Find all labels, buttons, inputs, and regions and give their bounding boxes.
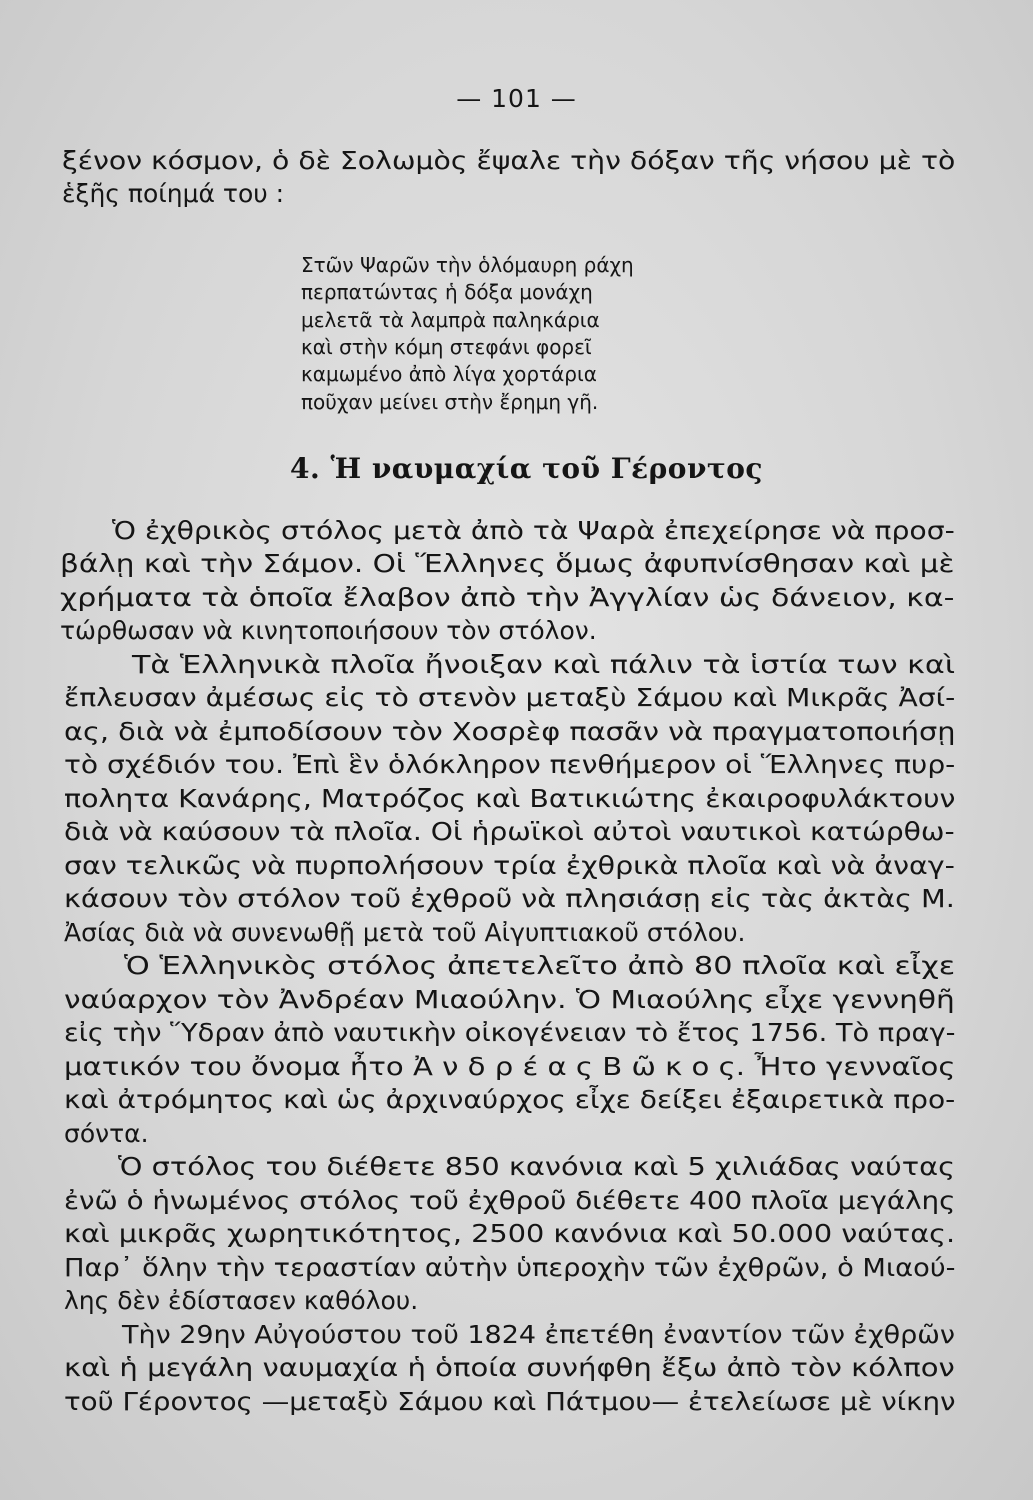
text-line: πολητα Κανάρης, Ματρόζος καὶ Βατικιώτης ἐκαιροφυλάκτουν [64, 784, 956, 813]
text-line: ἐνῶ ὁ ἡνωμένος στόλος τοῦ ἐχθροῦ διέθετε 400 πλοῖα μεγάλης [64, 1186, 956, 1215]
poem-line: περπατώντας ἡ δόξα μονάχη [301, 280, 593, 304]
text-line: Ὁ στόλος του διέθετε 850 κανόνια καὶ 5 χιλιάδας ναύτας [118, 1152, 956, 1181]
text-line: κάσουν τὸν στόλον τοῦ ἐχθροῦ νὰ πλησιάσῃ εἰς τὰς ἀκτὰς Μ. [64, 884, 955, 913]
poem-line: ποῦχαν μείνει στὴν ἔρημη γῆ. [301, 390, 599, 414]
text-line: Ὁ Ἑλληνικὸς στόλος ἀπετελεῖτο ἀπὸ 80 πλοῖα καὶ εἶχε [124, 951, 956, 980]
text-line: λης δὲν ἐδίστασεν καθόλου. [64, 1286, 419, 1315]
text-line: διὰ νὰ καύσουν τὰ πλοῖα. Οἱ ἡρωϊκοὶ αὐτοὶ ναυτικοὶ κατώρθω- [64, 817, 955, 846]
text-line: ἑξῆς ποίημά του : [62, 179, 285, 208]
text-line: Τὰ Ἑλληνικὰ πλοῖα ἤνοιξαν καὶ πάλιν τὰ ἱστία των καὶ [132, 650, 956, 679]
text-line: Παρ᾽ ὅλην τὴν τεραστίαν αὐτὴν ὑπεροχὴν τῶν ἐχθρῶν, ὁ Μιαού- [64, 1253, 956, 1282]
poem-line: Στῶν Ψαρῶν τὴν ὁλόμαυρη ράχη [301, 253, 634, 277]
text-line: τοῦ Γέροντος —μεταξὺ Σάμου καὶ Πάτμου— ἐτελείωσε μὲ νίκην [64, 1387, 956, 1416]
text-line: σαν τελικῶς νὰ πυρπολήσουν τρία ἐχθρικὰ πλοῖα καὶ νὰ ἀναγ- [64, 851, 955, 880]
poem-line: μελετᾶ τὰ λαμπρὰ παληκάρια [301, 308, 600, 332]
text-line: Ἀσίας διὰ νὰ συνενωθῇ μετὰ τοῦ Αἰγυπτιακοῦ στόλου. [64, 918, 746, 947]
text-line: Ὁ ἐχθρικὸς στόλος μετὰ ἀπὸ τὰ Ψαρὰ ἐπεχείρησε νὰ προσ- [112, 516, 955, 545]
text-line: ἔπλευσαν ἀμέσως εἰς τὸ στενὸν μεταξὺ Σάμου καὶ Μικρᾶς Ἀσί- [64, 683, 956, 712]
section-heading: 4. Ἡ ναυμαχία τοῦ Γέροντος [290, 452, 763, 485]
text-line: βάλῃ καὶ τὴν Σάμον. Οἱ Ἕλληνες ὅμως ἀφυπνίσθησαν καὶ μὲ [60, 549, 955, 578]
text-line: ματικόν του ὄνομα ἦτο Ἀ ν δ ρ έ α ς Β ῶ κ ο ς. Ἦτο γενναῖος [64, 1052, 956, 1081]
text-line: ξένον κόσμον, ὁ δὲ Σολωμὸς ἔψαλε τὴν δόξαν τῆς νήσου μὲ τὸ [62, 146, 956, 175]
text-line: τώρθωσαν νὰ κινητοποιήσουν τὸν στόλον. [60, 616, 597, 645]
text-line: εἰς τὴν Ὕδραν ἀπὸ ναυτικὴν οἰκογένειαν τὸ ἔτος 1756. Τὸ πραγ- [64, 1018, 956, 1047]
text-line: Τὴν 29ην Αὐγούστου τοῦ 1824 ἐπετέθη ἐναντίον τῶν ἐχθρῶν [122, 1320, 955, 1349]
text-line: καὶ ἀτρόμητος καὶ ὡς ἀρχιναύρχος εἶχε δείξει ἐξαιρετικὰ προ- [64, 1085, 956, 1114]
text-line: ναύαρχον τὸν Ἀνδρέαν Μιαούλην. Ὁ Μιαούλης εἶχε γεννηθῆ [64, 985, 955, 1014]
text-line: καὶ μικρᾶς χωρητικότητος, 2500 κανόνια καὶ 50.000 ναύτας. [64, 1219, 956, 1248]
text-line: ας, διὰ νὰ ἐμποδίσουν τὸν Χοσρὲφ πασᾶν νὰ πραγματοποιήσῃ [64, 717, 956, 746]
poem-line: καὶ στὴν κόμη στεφάνι φορεῖ [301, 335, 592, 359]
poem-line: καμωμένο ἀπὸ λίγα χορτάρια [301, 362, 597, 386]
text-line: καὶ ἡ μεγάλη ναυμαχία ἡ ὁποία συνήφθη ἔξω ἀπὸ τὸν κόλπον [64, 1353, 955, 1382]
text-line: χρήματα τὰ ὁποῖα ἔλαβον ἀπὸ τὴν Ἀγγλίαν ὡς δάνειον, κα- [60, 583, 955, 612]
page-number: — 101 — [456, 84, 577, 113]
text-line: τὸ σχέδιόν του. Ἐπὶ ἓν ὁλόκληρον πενθήμερον οἱ Ἕλληνες πυρ- [64, 750, 956, 779]
text-line: σόντα. [64, 1119, 149, 1148]
